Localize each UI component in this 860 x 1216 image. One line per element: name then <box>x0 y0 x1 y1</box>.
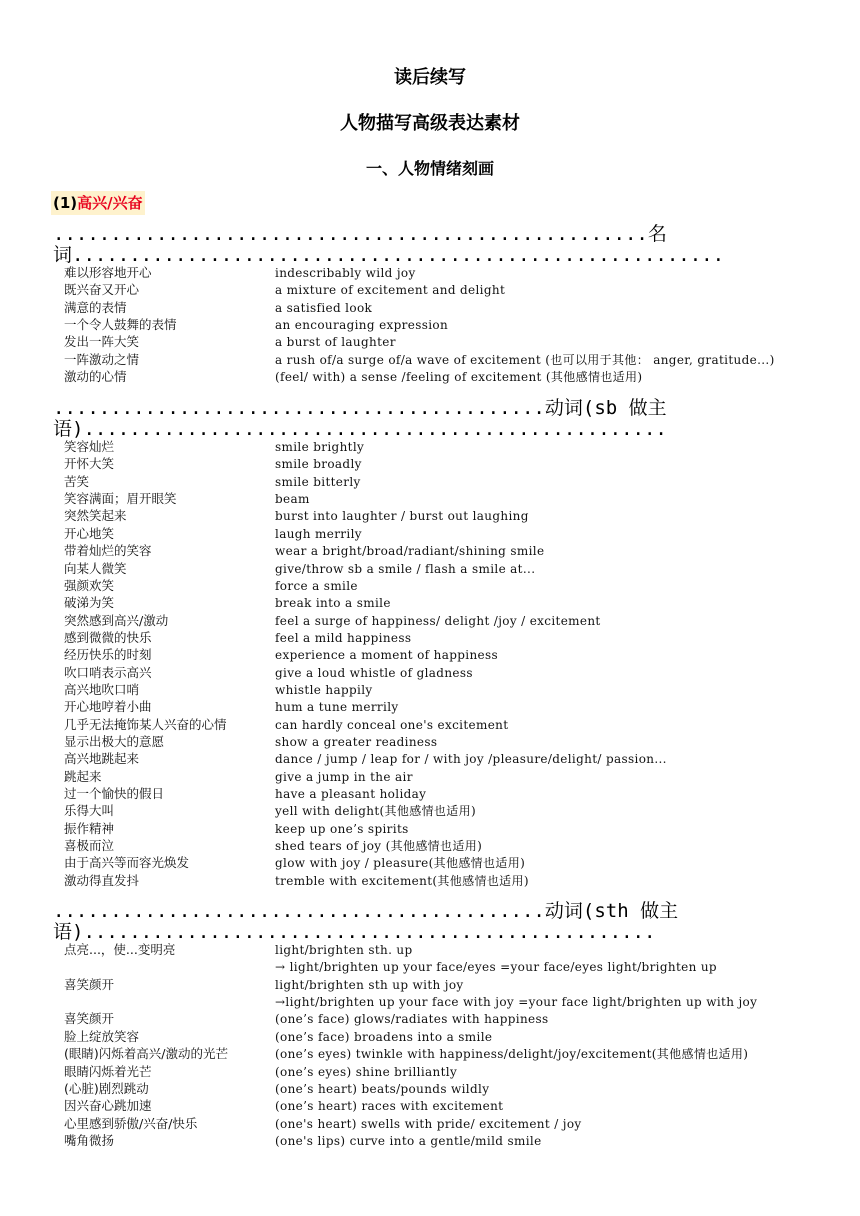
english-expression: (one’s eyes) shine brilliantly <box>275 1064 458 1079</box>
list-item <box>0 613 860 630</box>
english-expression: (one's heart) swells with pride/ excitement / joy <box>275 1116 582 1131</box>
chinese-term: 心里感到骄傲/兴奋/快乐 <box>64 1115 198 1131</box>
list-item <box>0 474 860 491</box>
list-item <box>0 1081 860 1098</box>
chinese-term: 一阵激动之情 <box>64 351 140 367</box>
category-number: (1) <box>53 194 78 212</box>
english-expression: indescribably wild joy <box>275 266 416 280</box>
chinese-term: 开怀大笑 <box>64 456 115 472</box>
chinese-term: 开心地笑 <box>64 525 115 541</box>
section-divider-label <box>53 224 724 266</box>
english-expression: (one’s eyes) twinkle with happiness/delight/joy/excitement(其他感情也适用) <box>275 1047 749 1062</box>
list-item <box>0 630 860 647</box>
section-divider-line: 语).................................................. <box>53 921 656 943</box>
chinese-term: 难以形容地开心 <box>64 265 152 280</box>
chinese-term: 既兴奋又开心 <box>64 282 140 298</box>
english-expression: a rush of/a surge of/a wave of excitement (也可以用于其他： anger, gratitude...) <box>275 352 775 367</box>
list-item <box>0 873 860 890</box>
list-item <box>0 1116 860 1133</box>
list-item <box>0 508 860 525</box>
english-expression: → light/brighten up your face/eyes =your face/eyes light/brighten up <box>275 960 717 975</box>
english-expression: have a pleasant holiday <box>275 787 427 801</box>
english-expression: experience a moment of happiness <box>275 648 499 663</box>
list-item <box>0 959 860 976</box>
english-expression: laugh merrily <box>275 526 362 541</box>
english-expression: feel a surge of happiness/ delight /joy / excitement <box>275 613 601 628</box>
section-divider-line: 语)................................................... <box>53 418 667 440</box>
english-expression: (one’s heart) beats/pounds wildly <box>275 1081 490 1096</box>
chinese-term: 破涕为笑 <box>64 595 115 611</box>
english-expression: give a loud whistle of gladness <box>275 665 473 680</box>
english-expression: force a smile <box>275 578 358 593</box>
chinese-term: 喜笑颜开 <box>64 976 115 992</box>
chinese-term: 乐得大叫 <box>64 803 115 819</box>
english-expression: a satisfied look <box>275 300 373 315</box>
english-expression: light/brighten sth. up <box>275 943 413 957</box>
list-item <box>0 300 860 317</box>
list-item <box>0 282 860 299</box>
english-expression: whistle happily <box>275 682 373 697</box>
english-expression: beam <box>275 492 310 507</box>
chinese-term: 过一个愉快的假日 <box>64 786 165 801</box>
chinese-term: 振作精神 <box>64 820 115 836</box>
chinese-term: 高兴地吹口哨 <box>64 681 140 697</box>
english-expression: (one's lips) curve into a gentle/mild smile <box>275 1133 542 1148</box>
english-expression: feel a mild happiness <box>275 630 412 645</box>
english-expression: keep up one’s spirits <box>275 821 409 836</box>
chinese-term: 突然感到高兴/激动 <box>64 612 169 628</box>
list-item <box>0 682 860 699</box>
english-expression: shed tears of joy (其他感情也适用) <box>275 839 483 853</box>
list-item <box>0 994 860 1011</box>
english-expression: a mixture of excitement and delight <box>275 283 506 298</box>
list-item <box>0 439 860 456</box>
chinese-term: 跳起来 <box>64 768 102 784</box>
list-item <box>0 751 860 768</box>
section-heading: 一、人物情绪刻画 <box>365 159 494 178</box>
list-item <box>0 526 860 543</box>
chinese-term: 几乎无法掩饰某人兴奋的心情 <box>64 716 227 732</box>
chinese-term: 强颜欢笑 <box>64 577 115 593</box>
list-item <box>0 1064 860 1081</box>
chinese-term: 激动的心情 <box>64 369 127 385</box>
chinese-term: 由于高兴等而容光焕发 <box>64 855 190 871</box>
section-divider-line: 词......................................................... <box>53 244 725 266</box>
chinese-term: 发出一阵大笑 <box>64 334 140 350</box>
chinese-term: 感到微微的快乐 <box>64 629 152 645</box>
list-item <box>0 595 860 612</box>
english-expression: (one’s face) glows/radiates with happiness <box>275 1012 549 1027</box>
section-divider-line: ...........................................动词(sth 做主 <box>53 900 679 922</box>
english-expression: break into a smile <box>275 596 391 611</box>
english-expression: show a greater readiness <box>275 735 438 749</box>
english-expression: glow with joy / pleasure(其他感情也适用) <box>275 856 526 871</box>
chinese-term: 带着灿烂的笑容 <box>64 543 152 559</box>
chinese-term: 向某人微笑 <box>64 560 127 576</box>
english-expression: a burst of laughter <box>275 335 396 350</box>
chinese-term: 笑容满面；眉开眼笑 <box>64 491 177 507</box>
chinese-term: 眼睛闪烁着光芒 <box>64 1063 152 1079</box>
chinese-term: 喜笑颜开 <box>64 1011 115 1027</box>
list-item <box>0 1098 860 1115</box>
chinese-term: (眼睛)闪烁着高兴/激动的光芒 <box>64 1046 228 1062</box>
page-subtitle: 人物描写高级表达素材 <box>340 113 520 134</box>
chinese-term: 嘴角微扬 <box>64 1132 115 1148</box>
english-expression: tremble with excitement(其他感情也适用) <box>275 873 529 888</box>
english-expression: (feel/ with) a sense /feeling of excitement (其他感情也适用) <box>275 370 643 385</box>
list-item <box>0 543 860 560</box>
list-item <box>0 1133 860 1150</box>
english-expression: smile bitterly <box>275 474 361 489</box>
chinese-term: 显示出极大的意愿 <box>64 734 165 749</box>
section-divider-line: ....................................................名 <box>53 223 667 245</box>
section-divider-label <box>53 398 667 440</box>
list-item <box>0 317 860 334</box>
chinese-term: 因兴奋心跳加速 <box>64 1098 152 1114</box>
list-item <box>0 265 860 282</box>
chinese-term: 吹口哨表示高兴 <box>64 664 152 680</box>
list-item <box>0 1029 860 1046</box>
list-item <box>0 352 860 369</box>
english-expression: give/throw sb a smile / flash a smile at... <box>275 561 536 576</box>
chinese-term: 一个令人鼓舞的表情 <box>64 317 177 333</box>
chinese-term: 点亮...，使...变明亮 <box>64 942 176 957</box>
english-expression: yell with delight(其他感情也适用) <box>275 804 477 819</box>
english-expression: burst into laughter / burst out laughing <box>275 509 529 524</box>
chinese-term: 突然笑起来 <box>64 508 127 524</box>
english-expression: light/brighten sth up with joy <box>275 977 464 992</box>
english-expression: can hardly conceal one's excitement <box>275 717 509 732</box>
category-label <box>51 191 145 215</box>
category-name: 高兴/兴奋 <box>77 194 143 212</box>
chinese-term: 高兴地跳起来 <box>64 751 140 767</box>
list-item <box>0 561 860 578</box>
chinese-term: (心脏)剧烈跳动 <box>64 1080 149 1096</box>
english-expression: (one’s heart) races with excitement <box>275 1099 504 1114</box>
list-item <box>0 838 860 855</box>
chinese-term: 苦笑 <box>64 473 90 489</box>
chinese-term: 喜极而泣 <box>64 838 115 853</box>
list-item <box>0 699 860 716</box>
list-item <box>0 717 860 734</box>
chinese-term: 经历快乐的时刻 <box>64 647 152 663</box>
english-expression: (one’s face) broadens into a smile <box>275 1029 493 1044</box>
english-expression: →light/brighten up your face with joy =your face light/brighten up with joy <box>275 995 758 1009</box>
english-expression: hum a tune merrily <box>275 700 399 715</box>
list-item <box>0 369 860 386</box>
list-item <box>0 803 860 820</box>
list-item <box>0 578 860 595</box>
list-item <box>0 456 860 473</box>
list-item <box>0 977 860 994</box>
section-divider-line: ...........................................动词(sb 做主 <box>53 397 667 419</box>
list-item <box>0 769 860 786</box>
english-expression: dance / jump / leap for / with joy /pleasure/delight/ passion... <box>275 752 667 767</box>
list-item <box>0 821 860 838</box>
list-item <box>0 1046 860 1063</box>
list-item <box>0 855 860 872</box>
list-item <box>0 734 860 751</box>
list-item <box>0 491 860 508</box>
chinese-term: 笑容灿烂 <box>64 439 115 454</box>
english-expression: smile brightly <box>275 440 365 454</box>
english-expression: an encouraging expression <box>275 318 449 333</box>
list-item <box>0 647 860 664</box>
english-expression: smile broadly <box>275 457 362 472</box>
list-item <box>0 786 860 803</box>
english-expression: give a jump in the air <box>275 769 413 784</box>
english-expression: wear a bright/broad/radiant/shining smile <box>275 544 545 559</box>
section-divider-label <box>53 901 678 943</box>
chinese-term: 激动得直发抖 <box>64 872 140 888</box>
list-item <box>0 665 860 682</box>
list-item <box>0 334 860 351</box>
list-item <box>0 1011 860 1028</box>
chinese-term: 开心地哼着小曲 <box>64 699 152 715</box>
page-title: 读后续写 <box>394 67 466 88</box>
chinese-term: 满意的表情 <box>64 299 127 315</box>
list-item <box>0 942 860 959</box>
chinese-term: 脸上绽放笑容 <box>64 1028 140 1044</box>
